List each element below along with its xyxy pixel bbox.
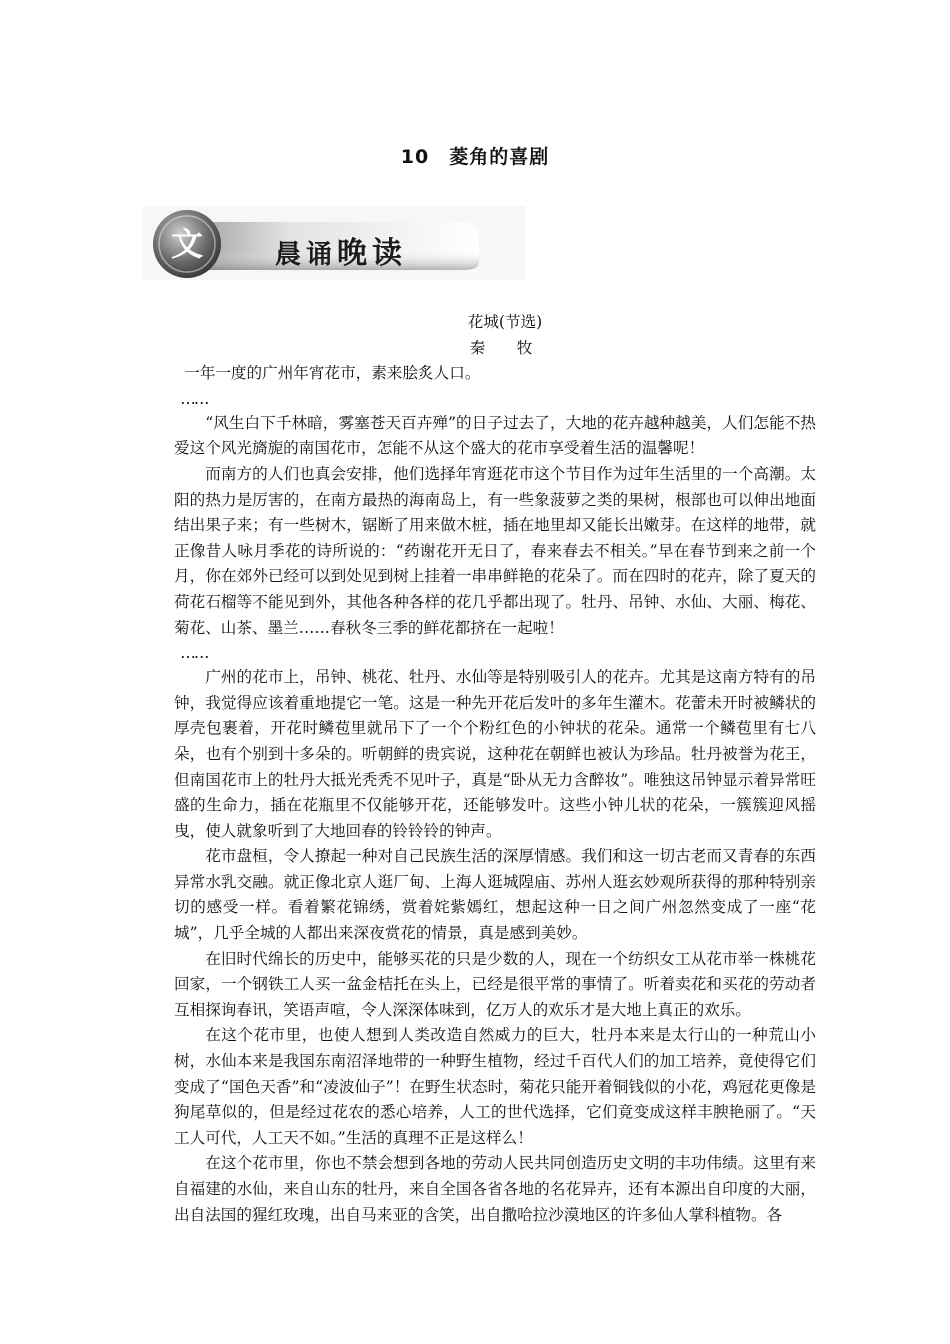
- banner-emblem-char: 文: [170, 225, 204, 263]
- article-paragraph: 在这个花市里，也使人想到人类改造自然威力的巨大，牡丹本来是太行山的一种荒山小树，水仙本来是我国东南沼泽地带的一种野生植物，经过千百代人们的加工培养，竟使得它们变成了“国色天香”和“凌波仙子”！在野生状态时，菊花只能开着铜钱似的小花，鸡冠花更像是狗尾草似的，但是经过花农的悉心培养，人工的世代选择，它们竟变成这样丰腴艳丽了。“天工人可代，人工天不如。”生活的真理不正是这样么！: [174, 1026, 816, 1147]
- banner-label-right: 晚读: [337, 236, 408, 271]
- article-author: 秦 牧: [469, 338, 541, 357]
- article-paragraph: 广州的花市上，吊钟、桃花、牡丹、水仙等是特别吸引人的花卉。尤其是这南方特有的吊钟，我觉得应该着重地提它一笔。这是一种先开花后发叶的多年生灌木。花蕾未开时被鳞状的厚壳包裹着，开花时鳞苞里就吊下了一个个粉红色的小钟状的花朵。通常一个鳞苞里有七八朵，也有个别到十多朵的。听朝鲜的贵宾说，这种花在朝鲜也被认为珍品。牡丹被誉为花王，但南国花市上的牡丹大抵光秃秃不见叶子，真是“卧从无力含醉妆”。唯独这吊钟显示着异常旺盛的生命力，插在花瓶里不仅能够开花，还能够发叶。这些小钟儿状的花朵，一簇簇迎风摇曳，使人就象听到了大地回春的铃铃铃的钟声。: [174, 668, 816, 840]
- article-paragraph: “风生白下千林暗，雾塞苍天百卉殚”的日子过去了，大地的花卉越种越美，人们怎能不热爱这个风光旖旎的南国花市，怎能不从这个盛大的花市享受着生活的温馨呢！: [174, 413, 816, 458]
- ellipsis: ……: [180, 389, 208, 408]
- article-paragraph: 在这个花市里，你也不禁会想到各地的劳动人民共同创造历史文明的丰功伟绩。这里有来自福建的水仙，来自山东的牡丹，来自全国各省各地的名花异卉，还有本源出自印度的大丽，出自法国的猩红玫瑰，出自马来亚的含笑，出自撒哈拉沙漠地区的许多仙人掌科植物。各: [174, 1154, 816, 1224]
- article-lead: 一年一度的广州年宵花市，素来脍炙人口。: [184, 364, 481, 383]
- article-paragraph: 在旧时代绵长的历史中，能够买花的只是少数的人，现在一个纺织女工从花市举一株桃花回家，一个钢铁工人买一盆金桔托在头上，已经是很平常的事情了。听着卖花和买花的劳动者互相探询春讯，笑语声喧，令人深深体味到，亿万人的欢乐才是大地上真正的欢乐。: [174, 949, 816, 1019]
- section-banner: [143, 206, 525, 280]
- article-paragraph: 花市盘桓，令人撩起一种对自己民族生活的深厚情感。我们和这一切古老而又青春的东西异常水乳交融。就正像北京人逛厂甸、上海人逛城隍庙、苏州人逛玄妙观所获得的那种特别亲切的感受一样。看着繁花锦绣，赏着姹紫嫣红，想起这种一日之间广州忽然变成了一座“花城”，几乎全城的人都出来深夜赏花的情景，真是感到美妙。: [174, 847, 816, 943]
- article-paragraph: 而南方的人们也真会安排，他们选择年宵逛花市这个节目作为过年生活里的一个高潮。太阳的热力是厉害的，在南方最热的海南岛上，有一些象菠萝之类的果树，根部也可以伸出地面结出果子来；有一些树木，锯断了用来做木桩，插在地里却又能长出嫩芽。在这样的地带，就正像昔人咏月季花的诗所说的：“药谢花开无日了，春来春去不相关。”早在春节到来之前一个月，你在郊外已经可以到处见到树上挂着一串串鲜艳的花朵了。而在四时的花卉，除了夏天的荷花石榴等不能见到外，其他各种各样的花几乎都出现了。牡丹、吊钟、水仙、大丽、梅花、菊花、山茶、墨兰……春秋冬三季的鲜花都挤在一起啦！: [174, 464, 816, 637]
- page-title: 10 菱角的喜剧: [400, 146, 550, 168]
- banner-label-left: 晨诵: [275, 240, 338, 270]
- article-title: 花城(节选): [467, 313, 543, 331]
- ellipsis: ……: [180, 644, 208, 663]
- banner-label: [275, 228, 407, 272]
- article: [174, 310, 816, 1228]
